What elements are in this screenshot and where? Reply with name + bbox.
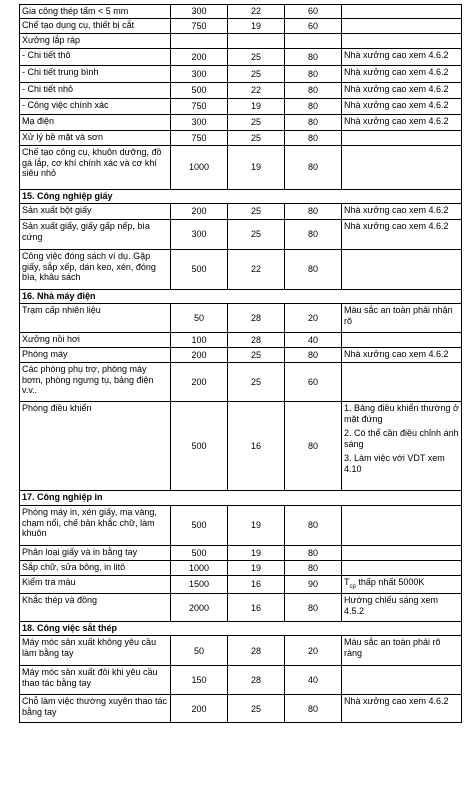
illuminance-cell: 500 [171,250,228,290]
note-text: 1. Bảng điều khiển thường ở mặt đứng [344,403,459,424]
note-text: Nhà xưởng cao xem 4.6.2 [344,50,449,60]
color-rendering-cell: 80 [285,131,342,146]
illuminance-cell: 500 [171,506,228,546]
color-rendering-cell: 90 [285,576,342,594]
table-row [20,250,462,290]
area-label: Sắp chữ, sửa bông, in litô [20,561,171,576]
note-cell [342,561,462,576]
color-rendering-cell [285,34,342,49]
note-cell [342,695,462,723]
note-cell [342,66,462,83]
table-row [20,546,462,561]
area-label: Máy móc sản xuất không yêu cầu làm bằng tay [20,636,171,666]
illuminance-cell: 200 [171,695,228,723]
table-body [20,5,462,723]
illuminance-cell: 200 [171,204,228,220]
color-rendering-cell: 80 [285,546,342,561]
table-row [20,19,462,34]
glare-limit-cell: 19 [228,546,285,561]
area-label: Công việc đóng sách ví dụ. Gập giấy, sắp xếp, dán keo, xén, đóng bìa, khâu sách [20,250,171,290]
table-row [20,5,462,19]
section-heading: 17. Công nghiệp in [20,491,462,506]
color-rendering-cell: 80 [285,594,342,622]
table-row [20,83,462,99]
glare-limit-cell [228,34,285,49]
note-text: Nhà xưởng cao xem 4.6.2 [344,696,449,707]
glare-limit-cell: 19 [228,146,285,190]
note-cell [342,146,462,190]
area-label: Phòng điều khiển [20,402,171,491]
illuminance-cell: 150 [171,666,228,695]
note-subscript: cp [349,583,356,590]
table-row [20,666,462,695]
table-row [20,115,462,131]
color-rendering-cell: 80 [285,250,342,290]
table-row [20,348,462,363]
section-heading: 16. Nhà máy điện [20,290,462,304]
table-row [20,204,462,220]
note-text: Nhà xưởng cao xem 4.6.2 [344,67,449,77]
illuminance-cell: 200 [171,49,228,66]
note-text: Nhà xưởng cao xem 4.6.2 [344,221,449,231]
area-label: Khắc thép và đồng [20,594,171,622]
area-label: Xưởng nồi hơi [20,333,171,348]
note-cell [342,546,462,561]
note-text: Nhà xưởng cao xem 4.6.2 [344,84,449,94]
color-rendering-cell: 80 [285,506,342,546]
table-row [20,131,462,146]
note-text: Màu sắc an toàn phải nhận rõ [344,305,453,326]
area-label: Gia công thép tấm < 5 mm [20,5,171,19]
illuminance-cell: 100 [171,333,228,348]
illuminance-cell: 500 [171,402,228,491]
section-row [20,190,462,204]
table-row [20,146,462,190]
glare-limit-cell: 19 [228,561,285,576]
note-cell [342,333,462,348]
glare-limit-cell: 25 [228,66,285,83]
note-text: Nhà xưởng cao xem 4.6.2 [344,116,449,126]
note-cell [342,402,462,491]
note-text: Nhà xưởng cao xem 4.6.2 [344,205,449,215]
color-rendering-cell: 40 [285,333,342,348]
color-rendering-cell: 60 [285,5,342,19]
area-label: Kiểm tra màu [20,576,171,594]
table-row [20,66,462,83]
area-label: - Công việc chính xác [20,99,171,115]
color-rendering-cell: 80 [285,66,342,83]
glare-limit-cell: 22 [228,5,285,19]
table-row [20,49,462,66]
note-text: Nhà xưởng cao xem 4.6.2 [344,349,449,359]
note-cell [342,5,462,19]
color-rendering-cell: 80 [285,146,342,190]
note-cell [342,34,462,49]
illuminance-cell: 50 [171,636,228,666]
glare-limit-cell: 25 [228,348,285,363]
note-text: Hướng chiếu sáng xem 4.5.2 [344,595,438,616]
glare-limit-cell: 19 [228,19,285,34]
illuminance-cell [171,34,228,49]
color-rendering-cell: 80 [285,220,342,250]
glare-limit-cell: 25 [228,49,285,66]
note-cell [342,131,462,146]
note-cell [342,19,462,34]
area-label: Các phòng phụ trợ, phòng máy bơm, phòng ngưng tụ, bảng điện v.v.. [20,363,171,402]
illuminance-cell: 1000 [171,146,228,190]
illuminance-cell: 2000 [171,594,228,622]
illuminance-cell: 300 [171,5,228,19]
color-rendering-cell: 80 [285,83,342,99]
area-label: Xử lý bề mặt và sơn [20,131,171,146]
section-row [20,491,462,506]
table-row [20,99,462,115]
glare-limit-cell: 25 [228,363,285,402]
note-text: 3. Làm việc với VDT xem 4.10 [344,453,445,474]
area-label: Mạ điện [20,115,171,131]
table-row [20,402,462,491]
illuminance-cell: 50 [171,304,228,333]
glare-limit-cell: 19 [228,99,285,115]
area-label: - Chi tiết nhỏ [20,83,171,99]
color-rendering-cell: 80 [285,49,342,66]
glare-limit-cell: 28 [228,333,285,348]
area-label: Trạm cấp nhiên liệu [20,304,171,333]
table-row [20,304,462,333]
area-label: - Chi tiết thô [20,49,171,66]
table-row [20,636,462,666]
note-cell [342,304,462,333]
glare-limit-cell: 19 [228,506,285,546]
color-rendering-cell: 80 [285,204,342,220]
glare-limit-cell: 25 [228,220,285,250]
color-rendering-cell: 80 [285,348,342,363]
illuminance-cell: 750 [171,99,228,115]
note-cell [342,250,462,290]
glare-limit-cell: 16 [228,576,285,594]
color-rendering-cell: 80 [285,695,342,723]
color-rendering-cell: 40 [285,666,342,695]
note-cell [342,506,462,546]
illuminance-cell: 500 [171,83,228,99]
color-rendering-cell: 80 [285,402,342,491]
note-cell [342,204,462,220]
illuminance-cell: 1500 [171,576,228,594]
note-cell [342,99,462,115]
glare-limit-cell: 16 [228,594,285,622]
color-rendering-cell: 60 [285,363,342,402]
glare-limit-cell: 22 [228,250,285,290]
note-cell [342,220,462,250]
color-rendering-cell: 80 [285,99,342,115]
table-row [20,220,462,250]
table-row [20,333,462,348]
note-text: Màu sắc an toàn phải rõ ràng [344,637,441,658]
note-cell [342,363,462,402]
note-cell [342,636,462,666]
glare-limit-cell: 28 [228,666,285,695]
area-label: Sản xuất bột giấy [20,204,171,220]
color-rendering-cell: 80 [285,115,342,131]
area-label: Chế tạo dụng cụ, thiết bị cắt [20,19,171,34]
section-heading: 18. Công việc sắt thép [20,622,462,636]
area-label: Phòng máy [20,348,171,363]
illuminance-cell: 750 [171,131,228,146]
color-rendering-cell: 60 [285,19,342,34]
table-row [20,695,462,723]
glare-limit-cell: 22 [228,83,285,99]
table-row [20,594,462,622]
table-row [20,34,462,49]
area-label: - Chi tiết trung bình [20,66,171,83]
note-cell [342,576,462,594]
illuminance-cell: 200 [171,363,228,402]
color-rendering-cell: 80 [285,561,342,576]
note-text: thấp nhất 5000K [355,577,425,587]
note-cell [342,594,462,622]
note-text: 2. Có thể cần điều chỉnh ánh sáng [344,428,459,449]
lighting-requirements-table [19,4,462,723]
table-row [20,506,462,546]
note-text: T [344,577,350,587]
glare-limit-cell: 25 [228,695,285,723]
section-row [20,290,462,304]
glare-limit-cell: 28 [228,304,285,333]
illuminance-cell: 300 [171,115,228,131]
note-cell [342,666,462,695]
note-text: Nhà xưởng cao xem 4.6.2 [344,100,449,110]
area-label: Phòng máy in, xén giấy, mạ vàng, chạm nổi, chế bản khắc chữ, làm khuôn [20,506,171,546]
area-label: Máy móc sản xuất đôi khi yêu cầu thao tác bằng tay [20,666,171,695]
illuminance-cell: 300 [171,66,228,83]
area-label: Xưởng lắp ráp [20,34,171,49]
illuminance-cell: 1000 [171,561,228,576]
note-cell [342,49,462,66]
glare-limit-cell: 28 [228,636,285,666]
section-row [20,622,462,636]
table-row [20,363,462,402]
illuminance-cell: 300 [171,220,228,250]
area-label: Sản xuất giấy, giấy gấp nếp, bìa cứng [20,220,171,250]
illuminance-cell: 750 [171,19,228,34]
glare-limit-cell: 25 [228,115,285,131]
table-row [20,561,462,576]
glare-limit-cell: 25 [228,131,285,146]
note-cell [342,115,462,131]
glare-limit-cell: 25 [228,204,285,220]
glare-limit-cell: 16 [228,402,285,491]
area-label: Phân loại giấy và in bằng tay [20,546,171,561]
note-cell [342,83,462,99]
table-row [20,576,462,594]
area-label: Chế tạo công cụ, khuôn dưỡng, đồ gá lắp, cơ khí chính xác và cơ khí siêu nhỏ [20,146,171,190]
illuminance-cell: 200 [171,348,228,363]
section-heading: 15. Công nghiệp giấy [20,190,462,204]
note-cell [342,348,462,363]
area-label: Chỗ làm việc thường xuyên thao tác bằng tay [20,695,171,723]
color-rendering-cell: 20 [285,304,342,333]
illuminance-cell: 500 [171,546,228,561]
color-rendering-cell: 20 [285,636,342,666]
